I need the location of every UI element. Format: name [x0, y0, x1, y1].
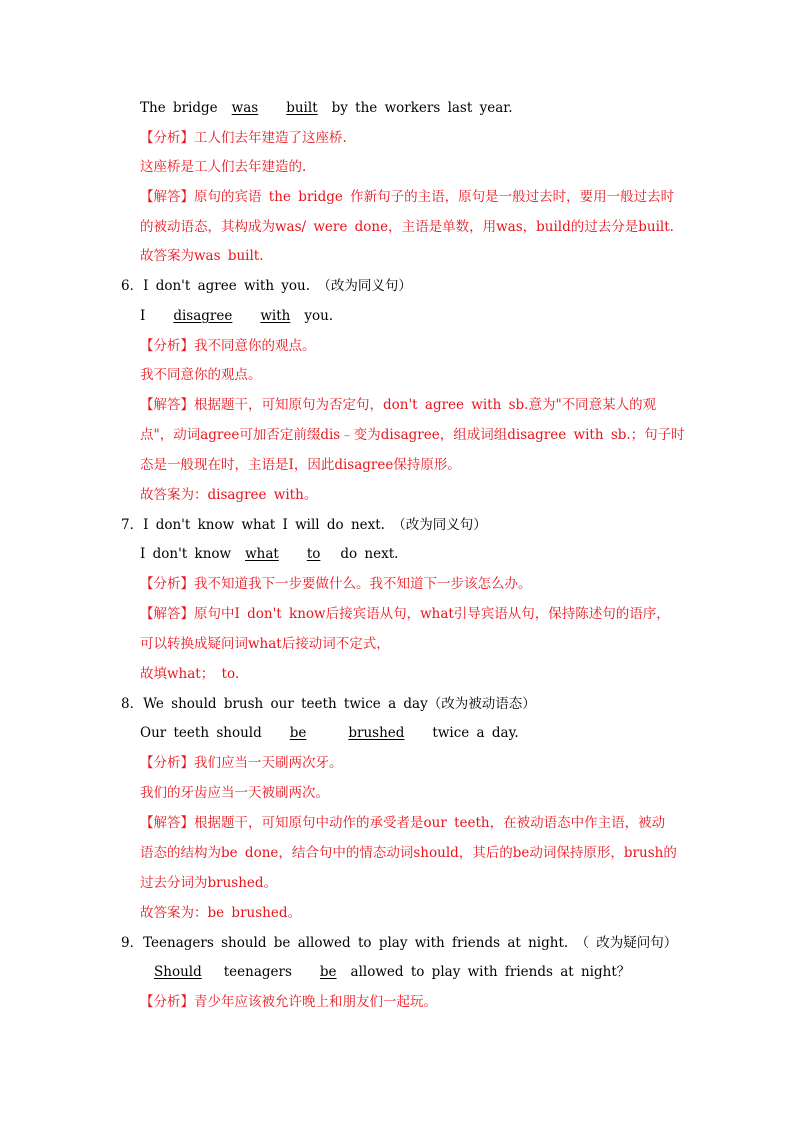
q6-final-answer: 故答案为：disagree with。 — [140, 487, 318, 503]
q9-blank-2: be — [319, 964, 337, 980]
q8-analysis — [140, 754, 343, 772]
q9-answer-text: teenagers — [223, 964, 292, 980]
q9-answer-tail: allowed to play with friends at night？ — [350, 964, 631, 980]
q5-analysis-text-2: 这座桥是工人们去年建造的. — [140, 159, 307, 175]
q8-answer-line — [140, 724, 519, 742]
q9-analysis — [140, 993, 437, 1011]
solution-label: 【解答】 — [140, 815, 194, 831]
q8-solution-text-2: 语态的结构为be done，结合句中的情态动词should，其后的be动词保持原形，brush的 — [140, 845, 677, 861]
q7-solution-text-2: 可以转换成疑问词what后接动词不定式， — [140, 636, 390, 652]
q5-final-answer: 故答案为was built. — [140, 248, 264, 264]
q7-analysis-text-1: 我不知道我下一步要做什么。我不知道下一步该怎么办。 — [194, 576, 532, 592]
q7-solution — [140, 605, 670, 623]
solution-label: 【解答】 — [140, 606, 194, 622]
q8-blank-2: brushed — [348, 725, 405, 741]
q8-solution-text-3: 过去分词为brushed。 — [140, 875, 278, 891]
q6-answer-tail: you. — [304, 308, 334, 324]
q5-answer-text: The bridge — [140, 100, 218, 116]
q5-answer-line — [140, 99, 513, 117]
q7-final-answer: 故填what； to. — [140, 666, 240, 682]
q8-answer-text: Our teeth should — [140, 725, 262, 741]
solution-label: 【解答】 — [140, 397, 194, 413]
q6-analysis — [140, 337, 316, 355]
q5-solution-text-1: 原句的宾语 the bridge 作新句子的主语，原句是一般过去时，要用一般过去时 — [194, 189, 675, 205]
q8-solution — [140, 814, 665, 832]
q7-question: 7．I don't know what I will do next. （改为同义句） — [121, 517, 487, 533]
q7-analysis — [140, 575, 532, 593]
q5-blank-1: was — [231, 100, 259, 116]
q9-analysis-text-1: 青少年应该被允许晚上和朋友们一起玩。 — [194, 994, 437, 1010]
analysis-label: 【分析】 — [140, 338, 194, 354]
q7-answer-line — [140, 545, 398, 563]
q9-blank-1: Should — [154, 964, 202, 980]
q5-solution — [140, 188, 674, 206]
solution-label: 【解答】 — [140, 189, 194, 205]
q6-question: 6．I don't agree with you. （改为同义句） — [121, 278, 412, 294]
q6-solution — [140, 396, 656, 414]
q5-solution-text-2: 的被动语态，其构成为was/ were done，主语是单数，用was，build的过去分是built. — [140, 219, 674, 235]
analysis-label: 【分析】 — [140, 576, 194, 592]
q6-analysis-text-1: 我不同意你的观点。 — [194, 338, 316, 354]
q5-analysis — [140, 129, 347, 147]
q6-blank-2: with — [260, 308, 291, 324]
q6-answer-line — [140, 307, 333, 325]
q8-blank-1: be — [289, 725, 307, 741]
q7-blank-1: what — [245, 546, 279, 562]
q7-solution-text-1: 原句中I don't know后接宾语从句，what引导宾语从句，保持陈述句的语序， — [194, 606, 670, 622]
q7-answer-text: I don't know — [140, 546, 232, 562]
q6-solution-text-3: 态是一般现在时，主语是I，因此disagree保持原形。 — [140, 457, 461, 473]
q5-answer-tail: by the workers last year. — [331, 100, 513, 116]
q6-blank-1: disagree — [173, 308, 233, 324]
analysis-label: 【分析】 — [140, 994, 194, 1010]
q6-solution-text-1: 根据题干，可知原句为否定句，don't agree with sb.意为"不同意某人的观 — [194, 397, 657, 413]
q8-final-answer: 故答案为：be brushed。 — [140, 905, 301, 921]
q8-question: 8．We should brush our teeth twice a day（改为被动语态） — [121, 696, 536, 712]
q9-question: 9．Teenagers should be allowed to play with friends at night. （ 改为疑问句） — [121, 935, 678, 951]
q7-blank-2: to — [306, 546, 321, 562]
q5-blank-2: built — [286, 100, 318, 116]
q6-analysis-text-2: 我不同意你的观点。 — [140, 367, 262, 383]
q8-analysis-text-1: 我们应当一天刷两次牙。 — [194, 755, 343, 771]
q6-answer-text: I — [140, 308, 146, 324]
q7-answer-tail: do next. — [340, 546, 399, 562]
q6-solution-text-2: 点"，动词agree可加否定前缀dis﹣变为disagree，组成词组disagree with sb.；句子时 — [140, 427, 685, 443]
q5-analysis-text-1: 工人们去年建造了这座桥. — [194, 130, 347, 146]
analysis-label: 【分析】 — [140, 130, 194, 146]
q8-analysis-text-2: 我们的牙齿应当一天被刷两次。 — [140, 785, 329, 801]
q9-answer-line — [140, 963, 630, 981]
analysis-label: 【分析】 — [140, 755, 194, 771]
q8-answer-tail: twice a day. — [432, 725, 519, 741]
q8-solution-text-1: 根据题干，可知原句中动作的承受者是our teeth，在被动语态中作主语，被动 — [194, 815, 666, 831]
